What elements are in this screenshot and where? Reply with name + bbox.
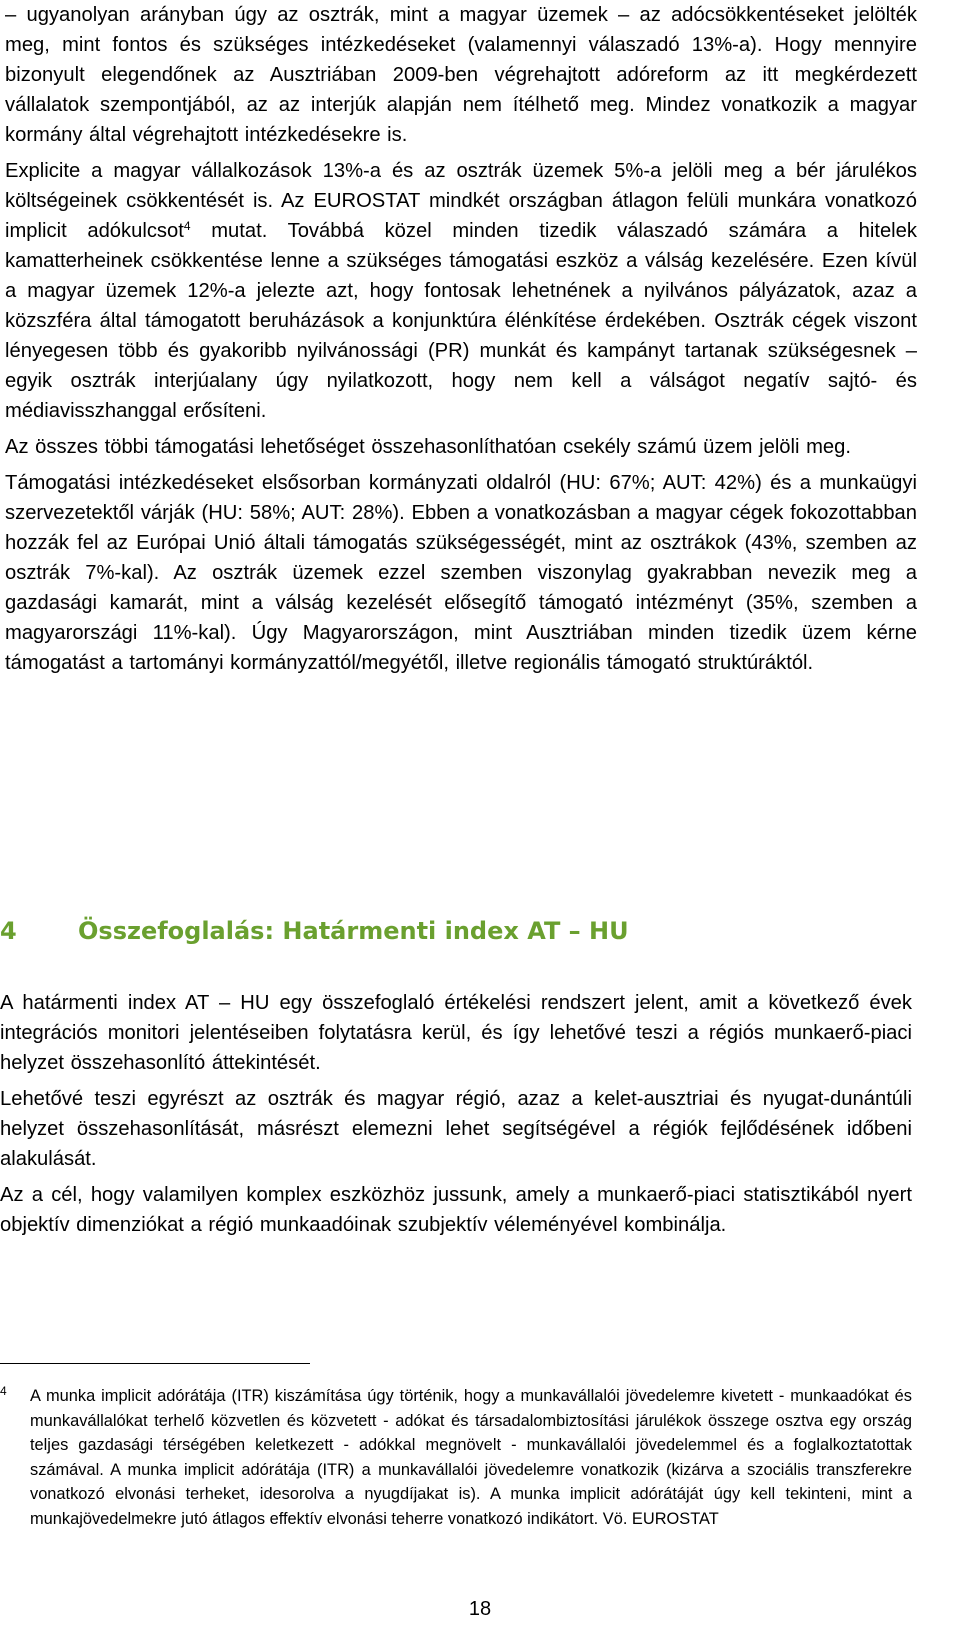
section-heading [0,915,629,947]
paragraph-text-after-footnote: mutat. Továbbá közel minden tizedik válaszadó számára a hitelek kamatterheinek csökkentése lenne a szükséges támogatási eszköz a válság kezelésére. Ezen kívül a magyar üzemek 12%-a jelezte azt, hogy fontosak lehetnének a nyilvános pályázatok, azaz a közszféra által támogatott beruházások a konjunktúra élénkítése érdekében. Osztrák cégek viszont lényegesen több és gyakoribb nyilvánossági (PR) munkát és kampányt tartanak szükségesnek – egyik osztrák interjúalany úgy nyilatkozott, hogy nem kell a válságot negatív sajtó- és médiavisszhanggal erősíteni. [5,220,917,422]
page-number: 18 [468,1598,492,1620]
paragraph-border-index: A határmenti index AT – HU egy összefoglaló értékelési rendszert jelent, amit a következő évek integrációs monitori jelentéseiben folytatásra kerül, és így lehetővé teszi a régiós munkaerő-piaci helyzet összehasonlító áttekintését. [0,992,912,1074]
section-body [0,988,912,1240]
footnote-reference[interactable]: 4 [183,219,191,233]
paragraph-other-support: Az összes többi támogatási lehetőséget összehasonlíthatóan csekély számú üzem jelöli meg. [5,436,851,458]
footnote-text: A munka implicit adórátája (ITR) kiszámítása úgy történik, hogy a munkavállalói jövedelemre kivetett - munkaadókat és munkavállalókat terhelő közvetlen és közvetett - adókat és társadalombiztosítási járulékok összege osztva egy ország teljes gazdasági térségében keletkezett - adókkal megnövelt - munkavállalói jövedelemmel és a foglalkoztatottak számával. A munka implicit adórátája (ITR) a munkavállalói jövedelemre vonatkozik (kizárva a szociális transzferekre vonatkozó elvonási terheket, idesorolva a nyugdíjakat is). A munka implicit adórátáját úgy kell tekinteni, mint a munkajövedelmekre jutó átlagos effektív elvonási teherre vonatkozó indikátort. Vö. EUROSTAT [30,1387,912,1528]
paragraph-support-measures: Támogatási intézkedéseket elsősorban kormányzati oldalról (HU: 67%; AUT: 42%) és a munkaügyi szervezetektől várják (HU: 58%; AUT: 28%). Ebben a vonatkozásban a magyar cégek fokozottabban hozzák fel az Európai Unió általi támogatás szükségességét, mint az osztrákok (43%, szemben az osztrák 7%-kal). Az osztrák üzemek ezzel szemben viszonylag gyakrabban nevezik meg a gazdasági kamarát, mint a válság kezelését elősegítő támogató intézményt (35%, szemben a magyarországi 11%-kal). Úgy Magyarországon, mint Ausztriában minden tizedik üzem kérne támogatást a tartományi kormányzattól/megyétől, illetve regionális támogató struktúráktól. [5,472,917,674]
footnote-marker: 4 [0,1384,7,1398]
section-number: 4 [0,917,17,945]
paragraph-explicit-wage-costs [5,156,917,426]
document-page [5,0,917,678]
paragraph-goal: Az a cél, hogy valamilyen komplex eszközhöz jussunk, amely a munkaerő-piaci statisztikából nyert objektív dimenziókat a régió munkaadóinak szubjektív véleményével kombinálja. [0,1184,912,1236]
section-title: Összefoglalás: Határmenti index AT – HU [78,917,629,945]
paragraph-comparison: Lehetővé teszi egyrészt az osztrák és magyar régió, azaz a kelet-ausztriai és nyugat-dunántúli helyzet összehasonlítását, másrészt elemezni lehet segítségével a régiók fejlődésének időbeni alakulását. [0,1088,912,1170]
footnote-separator [0,1363,310,1364]
paragraph-text-before-footnote: Explicite a magyar vállalkozások 13%-a és az osztrák üzemek 5%-a jelöli meg a bér járulékos költségeinek csökkentését is. Az EUROSTAT mindkét országban átlagon felüli munkára vonatkozó implicit adókulcsot [5,160,917,242]
footnote [0,1384,912,1532]
paragraph-tax-reduction: – ugyanolyan arányban úgy az osztrák, mint a magyar üzemek – az adócsökkentéseket jelölték meg, mint fontos és szükséges intézkedéseket (valamennyi válaszadó 13%-a). Hogy mennyire bizonyult elegendőnek az Ausztriában 2009-ben végrehajtott adóreform az itt megkérdezett vállalatok szempontjából, az az interjúk alapján nem ítélhető meg. Mindez vonatkozik a magyar kormány által végrehajtott intézkedésekre is. [5,4,917,146]
